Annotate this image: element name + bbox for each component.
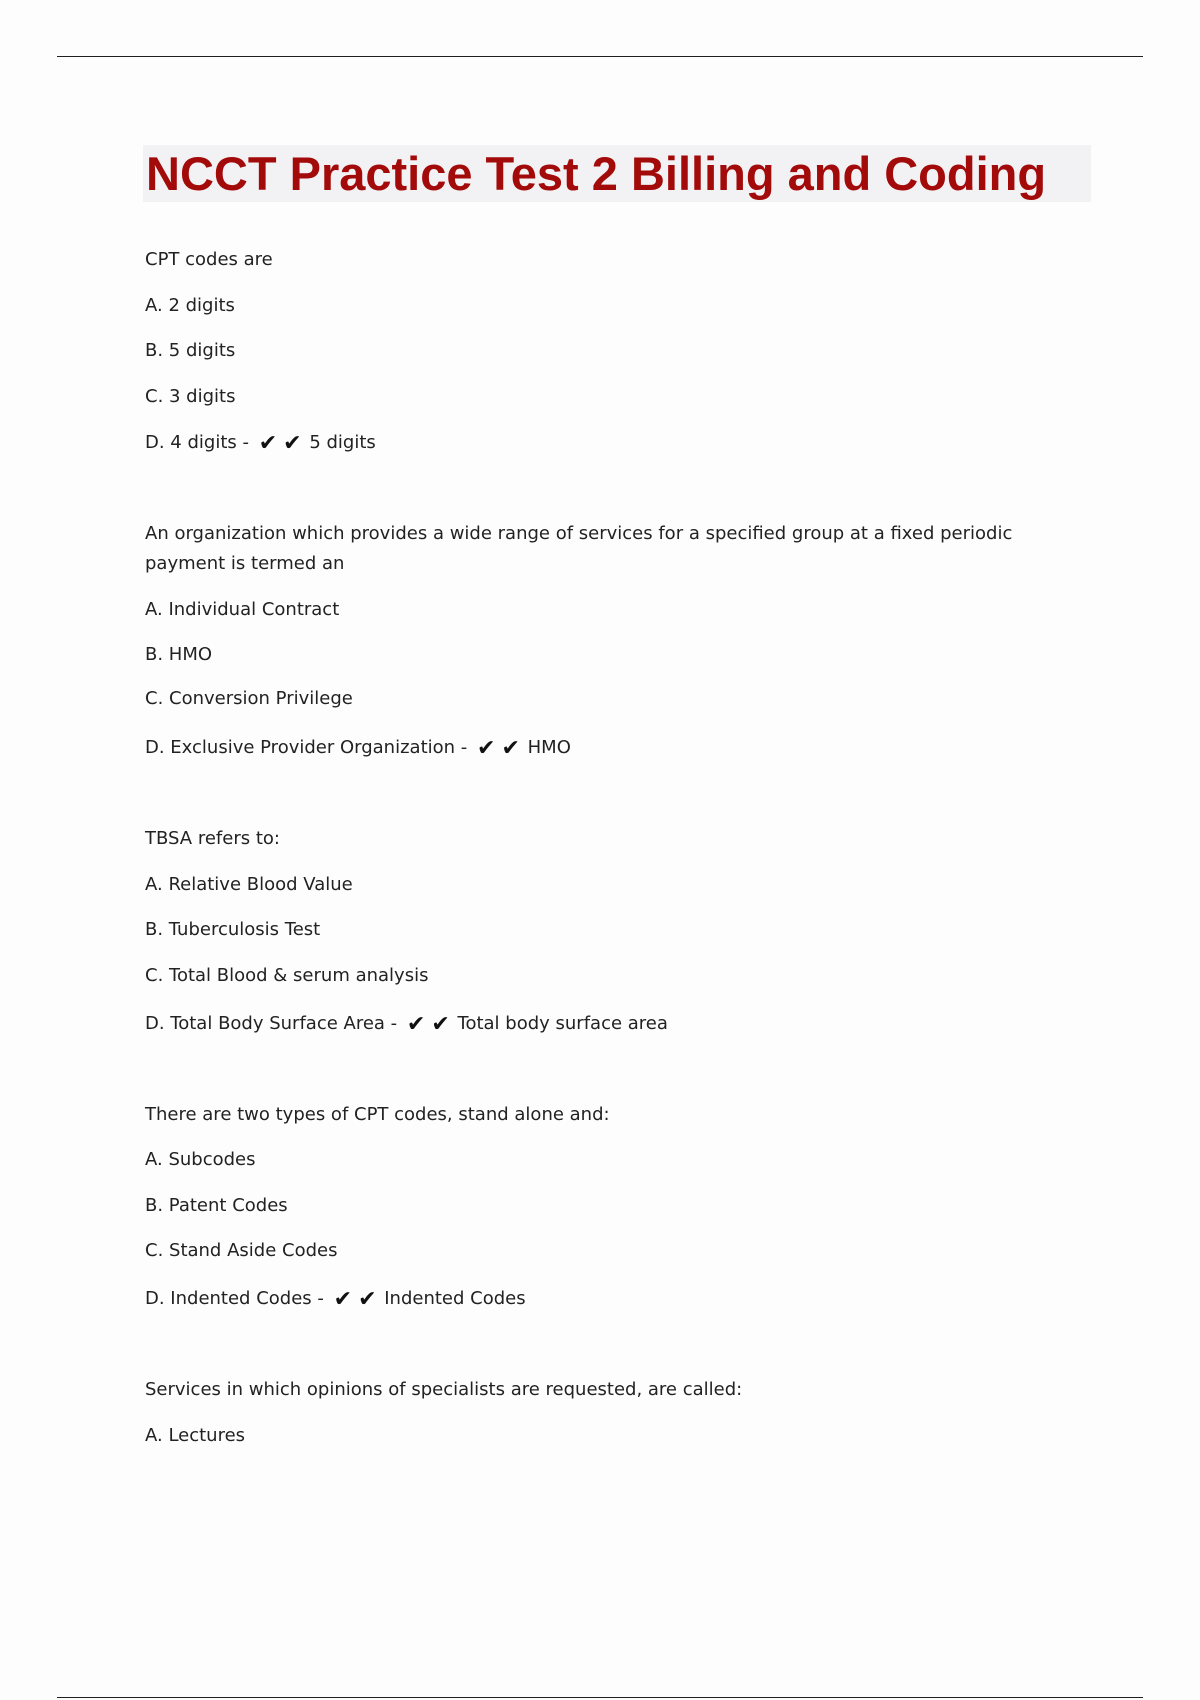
correct-answer: 5 digits [309,432,376,453]
option-d-with-answer [145,1284,526,1314]
option-d: D. Total Body Surface Area - [145,1013,398,1034]
check-mark-icon: ✔ [358,1287,377,1312]
option-a: A. Subcodes [145,1149,256,1170]
option-a: A. 2 digits [145,295,235,316]
document-title: NCCT Practice Test 2 Billing and Coding [146,147,1047,200]
check-mark-icon: ✔ [501,736,520,761]
option-c: C. Stand Aside Codes [145,1240,338,1261]
check-mark-icon: ✔ [258,431,278,456]
question-prompt-line-2: payment is termed an [145,553,345,574]
option-a: A. Relative Blood Value [145,874,353,895]
question-prompt: CPT codes are [145,249,273,270]
footer-rule [57,1697,1143,1698]
option-a: A. Individual Contract [145,599,340,620]
option-a: A. Lectures [145,1425,246,1446]
option-d-with-answer [145,733,571,763]
correct-answer: HMO [527,737,571,758]
option-d: D. Exclusive Provider Organization - [145,737,468,758]
check-mark-icon: ✔ [431,1012,450,1037]
option-c: C. 3 digits [145,386,236,407]
option-d-with-answer [145,1009,668,1039]
option-b: B. Tuberculosis Test [145,919,321,940]
check-mark-icon: ✔ [283,431,302,456]
question-prompt: Services in which opinions of specialists are requested, are called: [145,1379,743,1400]
question-prompt-line-1: An organization which provides a wide range of services for a specified group at a fixed periodic [145,523,1013,544]
option-b: B. 5 digits [145,340,236,361]
correct-answer: Total body surface area [457,1013,668,1034]
option-b: B. Patent Codes [145,1195,288,1216]
option-d-with-answer [145,428,376,458]
check-mark-icon: ✔ [477,736,496,761]
check-mark-icon: ✔ [406,1012,426,1037]
option-b: B. HMO [145,644,213,665]
option-d: D. Indented Codes - [145,1288,324,1309]
correct-answer: Indented Codes [384,1288,526,1309]
check-mark-icon: ✔ [333,1287,353,1312]
question-prompt: There are two types of CPT codes, stand alone and: [145,1104,610,1125]
question-prompt: TBSA refers to: [145,828,280,849]
option-c: C. Conversion Privilege [145,688,353,709]
option-d: D. 4 digits - [145,432,249,453]
option-c: C. Total Blood & serum analysis [145,965,429,986]
header-rule [57,56,1143,57]
